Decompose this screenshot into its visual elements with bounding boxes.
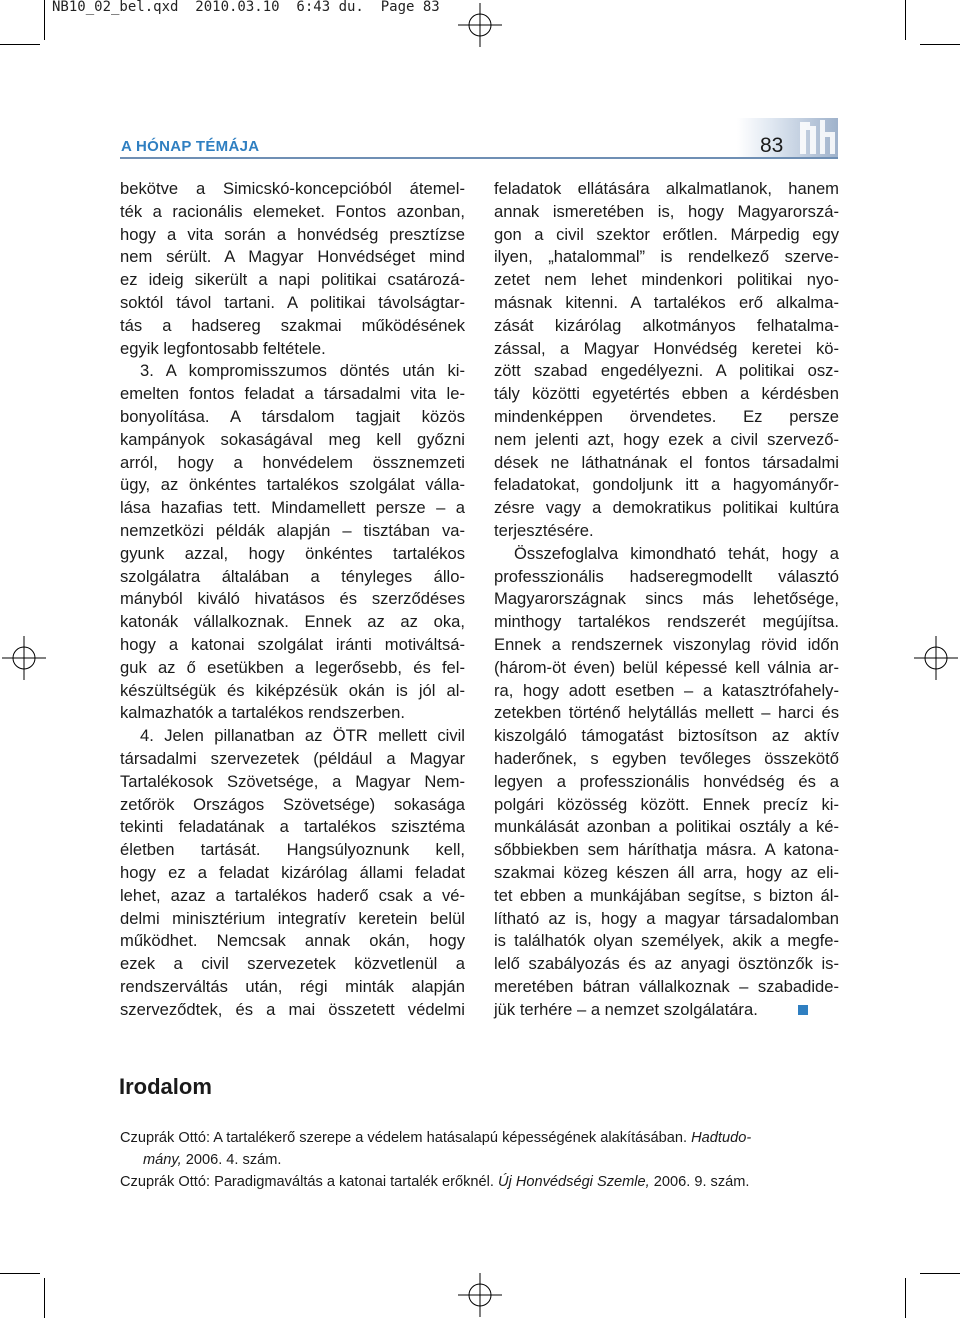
text-line	[120, 497, 465, 520]
text-line	[120, 292, 465, 315]
text-line-content: jük terhére – a nemzet szolgálatára.	[494, 999, 758, 1019]
text-line-content: szerveződtek, és a mai összetett védelmi	[120, 999, 465, 1019]
text-line	[494, 224, 839, 247]
text-line-content: készültségük és kiképzésük okán is jól al-	[120, 680, 465, 700]
text-line	[494, 634, 839, 657]
text-line	[120, 338, 465, 361]
text-line	[494, 816, 839, 839]
text-line	[494, 566, 839, 589]
text-line-content: professzionális hadseregmodellt választó	[494, 566, 839, 586]
crop-mark-bottom-left-h	[0, 1273, 40, 1274]
text-line-content: lása hazafias tett. Mindamellett persze – a	[120, 498, 465, 518]
text-line	[494, 360, 839, 383]
text-line-content: (három-öt éven) belül képessé kell válnia ar-	[494, 657, 839, 677]
text-line	[494, 429, 839, 452]
crop-mark-bottom-left-v	[44, 1278, 45, 1318]
text-line	[120, 748, 465, 771]
text-line	[494, 611, 839, 634]
text-line-content: nemzetközi példák alapján – tisztában va-	[120, 520, 465, 540]
text-line-content: működhet. Nemcsak annak okán, hogy	[120, 931, 465, 951]
text-line	[494, 474, 839, 497]
text-line-content: másnak kitenni. A tartalékos erő alkalma-	[494, 292, 839, 312]
text-line	[494, 885, 839, 908]
text-line-content: emelten fontos feladat a társadalmi vita le-	[120, 384, 465, 404]
reference-journal-continued: mány,	[143, 1152, 182, 1168]
page-number: 83	[760, 134, 784, 157]
text-line	[494, 862, 839, 885]
text-line-content: guk az ő esetükben a legerősebb, és fel-	[120, 657, 465, 677]
text-line-content: egyik legfontosabb feltétele.	[120, 338, 326, 358]
text-line	[494, 269, 839, 292]
text-line	[120, 566, 465, 589]
text-line	[120, 452, 465, 475]
registration-mark-left-icon	[2, 636, 46, 680]
text-line-content: hogy a katonai szolgálat iránti motiváltsá-	[120, 634, 465, 654]
text-line-content: 4. Jelen pillanatban az ÖTR mellett civil	[140, 726, 465, 746]
text-line-content: is találhatók olyan személyek, akik a megfe-	[494, 931, 839, 951]
text-line-content: gyunk azzal, hogy önkéntes tartalékos	[120, 543, 465, 563]
text-line	[120, 657, 465, 680]
text-line-content: ilyen, „hatalommal” is rendelkező szerve-	[494, 247, 839, 267]
text-line-content: hogy ez a feladat kizárólag állami feladat	[120, 862, 465, 882]
text-line	[120, 885, 465, 908]
text-line-content: haderőnek, s egyben tevőleges összekötő	[494, 748, 839, 768]
crop-mark-top-right-v	[905, 0, 906, 40]
text-line-content: kiszolgáló támogatást biztosítson az aktív	[494, 726, 839, 746]
text-line-content: tekinti feladatának a tartalékos szisztéma	[120, 817, 465, 837]
text-line-content: zással, a Magyar Honvédség keretei kö-	[494, 338, 839, 358]
text-line-content: feladatokat, gondoljunk itt a hagyományőr-	[494, 475, 839, 495]
reference-item	[120, 1171, 840, 1193]
text-line	[494, 794, 839, 817]
text-line	[120, 315, 465, 338]
text-line-content: legyen a professzionális honvédség és a	[494, 771, 839, 791]
text-line	[120, 588, 465, 611]
text-line	[120, 360, 465, 383]
text-line-content: zását kizárólag alkotmányos felhatalma-	[494, 315, 839, 335]
text-line-content: Tartalékosok Szövetsége, a Magyar Nem-	[120, 771, 465, 791]
text-line	[120, 816, 465, 839]
crop-mark-top-left-v	[44, 0, 45, 40]
text-line-content: ték a racionális elemeket. Fontos azonban,	[120, 201, 465, 221]
text-line-content: szakmai közeg készen áll arra, hogy az eli-	[494, 862, 839, 882]
text-column-left	[120, 178, 465, 1021]
text-line	[494, 657, 839, 680]
registration-mark-bottom-icon	[458, 1273, 502, 1317]
text-line-content: nem jelenti azt, hogy ezek a civil szervező-	[494, 429, 839, 449]
text-line-content: polgári közösség között. Ennek precíz ki-	[494, 794, 839, 814]
print-slug: NB10_02_bel.qxd 2010.03.10 6:43 du. Page 83	[52, 0, 440, 15]
text-line-content: ra, hogy adott esetben – a katasztrófahely-	[494, 680, 839, 700]
reference-item-continued	[120, 1149, 840, 1171]
text-line	[494, 588, 839, 611]
text-line	[494, 999, 839, 1022]
text-line	[120, 862, 465, 885]
text-line	[120, 702, 465, 725]
text-line-content: sőbbiekben sem háríthatja másra. A katona-	[494, 840, 839, 860]
crop-mark-top-left-h	[0, 44, 40, 45]
text-line-content: delmi minisztérium integratív keretein belül	[120, 908, 465, 928]
text-line	[120, 429, 465, 452]
text-line	[120, 725, 465, 748]
text-line	[120, 771, 465, 794]
text-line	[120, 794, 465, 817]
text-line-content: társadalmi szervezetek (például a Magyar	[120, 748, 465, 768]
text-line-content: Összefoglalva kimondható tehát, hogy a	[514, 543, 839, 563]
references-title: Irodalom	[119, 1074, 212, 1099]
text-line-content: kalmazhatók a tartalékos rendszerben.	[120, 703, 406, 723]
text-line	[120, 999, 465, 1022]
text-line	[120, 406, 465, 429]
text-line-content: bekötve a Simicskó-koncepcióból átemel-	[120, 179, 465, 198]
reference-details: 2006. 4. szám.	[181, 1152, 282, 1168]
text-line-content: mányból kiváló hivatásos és szerződéses	[120, 589, 465, 609]
text-line	[120, 976, 465, 999]
text-line-content: arról, hogy a honvédelem össznemzeti	[120, 452, 465, 472]
text-line	[120, 269, 465, 292]
reference-details: 2006. 9. szám.	[649, 1174, 750, 1190]
text-line-content: tet ebben a munkájában segítse, s bizton ál-	[494, 885, 839, 905]
section-title: A HÓNAP TÉMÁJA	[121, 138, 260, 155]
text-line	[120, 930, 465, 953]
text-line	[494, 315, 839, 338]
text-line	[120, 178, 465, 201]
header-rule	[120, 157, 838, 159]
text-line	[120, 474, 465, 497]
reference-author-title: Czuprák Ottó: Paradigmaváltás a katonai tartalék erőknél.	[120, 1174, 499, 1190]
reference-journal: Hadtudo-	[691, 1130, 752, 1146]
text-line	[494, 452, 839, 475]
reference-author-title: Czuprák Ottó: A tartalékerő szerepe a védelem hatásalapú képességének alakításában.	[120, 1130, 692, 1146]
text-line-content: Ennek a rendszernek viszonylag rövid időn	[494, 634, 839, 654]
text-line	[120, 634, 465, 657]
text-line	[120, 520, 465, 543]
text-line-content: lelő szabályozás és az anyagi ösztönzők is-	[494, 954, 839, 974]
text-line-content: ügy, az önkéntes tartalékos szolgálat válla-	[120, 475, 465, 495]
text-line	[120, 611, 465, 634]
text-line	[494, 930, 839, 953]
end-of-article-icon	[798, 1005, 808, 1015]
text-line-content: lehet, azaz a tartalékos haderő csak a vé-	[120, 885, 465, 905]
text-line	[494, 680, 839, 703]
text-line	[494, 292, 839, 315]
text-line-content: zetekben történő helytállás mellett – harci és	[494, 703, 839, 723]
text-line-content: feladatok ellátására alkalmatlanok, hanem	[494, 179, 839, 198]
text-line	[120, 543, 465, 566]
text-line	[494, 725, 839, 748]
text-line-content: rendszerváltás után, régi minták alapján	[120, 976, 465, 996]
text-line	[494, 497, 839, 520]
text-line-content: hogy a vita során a honvédség presztízse	[120, 224, 465, 244]
text-line-content: zetőrök Országos Szövetsége) sokasága	[120, 794, 465, 814]
text-line	[494, 839, 839, 862]
text-line-content: tály közötti egyetértés ebben a kérdésben	[494, 384, 839, 404]
text-line-content: annak ismeretében is, hogy Magyarorszá-	[494, 201, 839, 221]
text-line-content: zött szabad engedélyezni. A politikai osz-	[494, 361, 839, 381]
text-line-content: zetet nem lehet mindenkori politikai nyo-	[494, 270, 839, 290]
text-line	[494, 702, 839, 725]
text-line-content: szolgálatra általában a tényleges állo-	[120, 566, 465, 586]
text-line	[494, 543, 839, 566]
text-line-content: 3. A kompromisszumos döntés után ki-	[140, 361, 465, 381]
crop-mark-bottom-right-v	[905, 1278, 906, 1318]
text-line	[120, 953, 465, 976]
text-line-content: munkálását azonban a politikai osztály a ké-	[494, 817, 839, 837]
text-line-content: ezek a civil szervezetek közvetlenül a	[120, 954, 465, 974]
registration-mark-top-icon	[458, 3, 502, 47]
text-line-content: kampányok sokaságával meg kell győzni	[120, 429, 465, 449]
text-line	[120, 839, 465, 862]
text-line	[494, 178, 839, 201]
text-line-content: nem sérült. A Magyar Honvédséget mind	[120, 247, 465, 267]
text-line	[494, 383, 839, 406]
text-line	[120, 908, 465, 931]
text-line-content: soktól távol tartani. A politikai távolságtar-	[120, 292, 465, 312]
text-line-content: katonák vállalkoznak. Ennek az az oka,	[120, 612, 465, 632]
references-list	[120, 1127, 840, 1193]
text-line-content: tás a hadsereg szakmai működésének	[120, 315, 465, 335]
text-line-content: életben tartását. Hangsúlyoznunk kell,	[120, 840, 465, 860]
text-column-right	[494, 178, 839, 1021]
text-line	[120, 383, 465, 406]
text-line-content: dések ne láthatnának el fontos társadalmi	[494, 452, 839, 472]
reference-journal: Új Honvédségi Szemle,	[498, 1174, 650, 1190]
text-line-content: bonyolítása. A társdalom tagjait közös	[120, 406, 465, 426]
text-line	[494, 953, 839, 976]
text-line	[494, 908, 839, 931]
text-line-content: zésre vagy a demokratikus politikai kultúra	[494, 498, 839, 518]
text-line	[494, 338, 839, 361]
crop-mark-bottom-right-h	[920, 1273, 960, 1274]
text-line-content: terjesztésére.	[494, 520, 594, 540]
text-line-content: gon a civil szektor erőtlen. Márpedig egy	[494, 224, 839, 244]
reference-item	[120, 1127, 840, 1149]
text-line-content: minthogy tartalékos rendszerét megújítsa.	[494, 612, 839, 632]
text-line-content: mindenképpen örvendetes. Ez persze	[494, 406, 839, 426]
text-line	[120, 246, 465, 269]
text-line	[494, 406, 839, 429]
text-line	[494, 976, 839, 999]
text-line-content: ez ideig sikerült a napi politikai csatározá-	[120, 270, 465, 290]
text-line-content: Magyarországnak sincs más lehetősége,	[494, 589, 839, 609]
text-line	[120, 680, 465, 703]
text-line	[494, 520, 839, 543]
registration-mark-right-icon	[914, 636, 958, 680]
text-line	[494, 771, 839, 794]
text-line	[494, 246, 839, 269]
text-line-content: meretében bátran vállalkoznak – szabadide-	[494, 976, 839, 996]
text-line	[494, 201, 839, 224]
text-line	[120, 201, 465, 224]
text-line-content: lítható az is, hogy a magyar társadalomban	[494, 908, 839, 928]
text-line	[494, 748, 839, 771]
nh-logo-icon	[796, 118, 838, 158]
crop-mark-top-right-h	[920, 44, 960, 45]
text-line	[120, 224, 465, 247]
